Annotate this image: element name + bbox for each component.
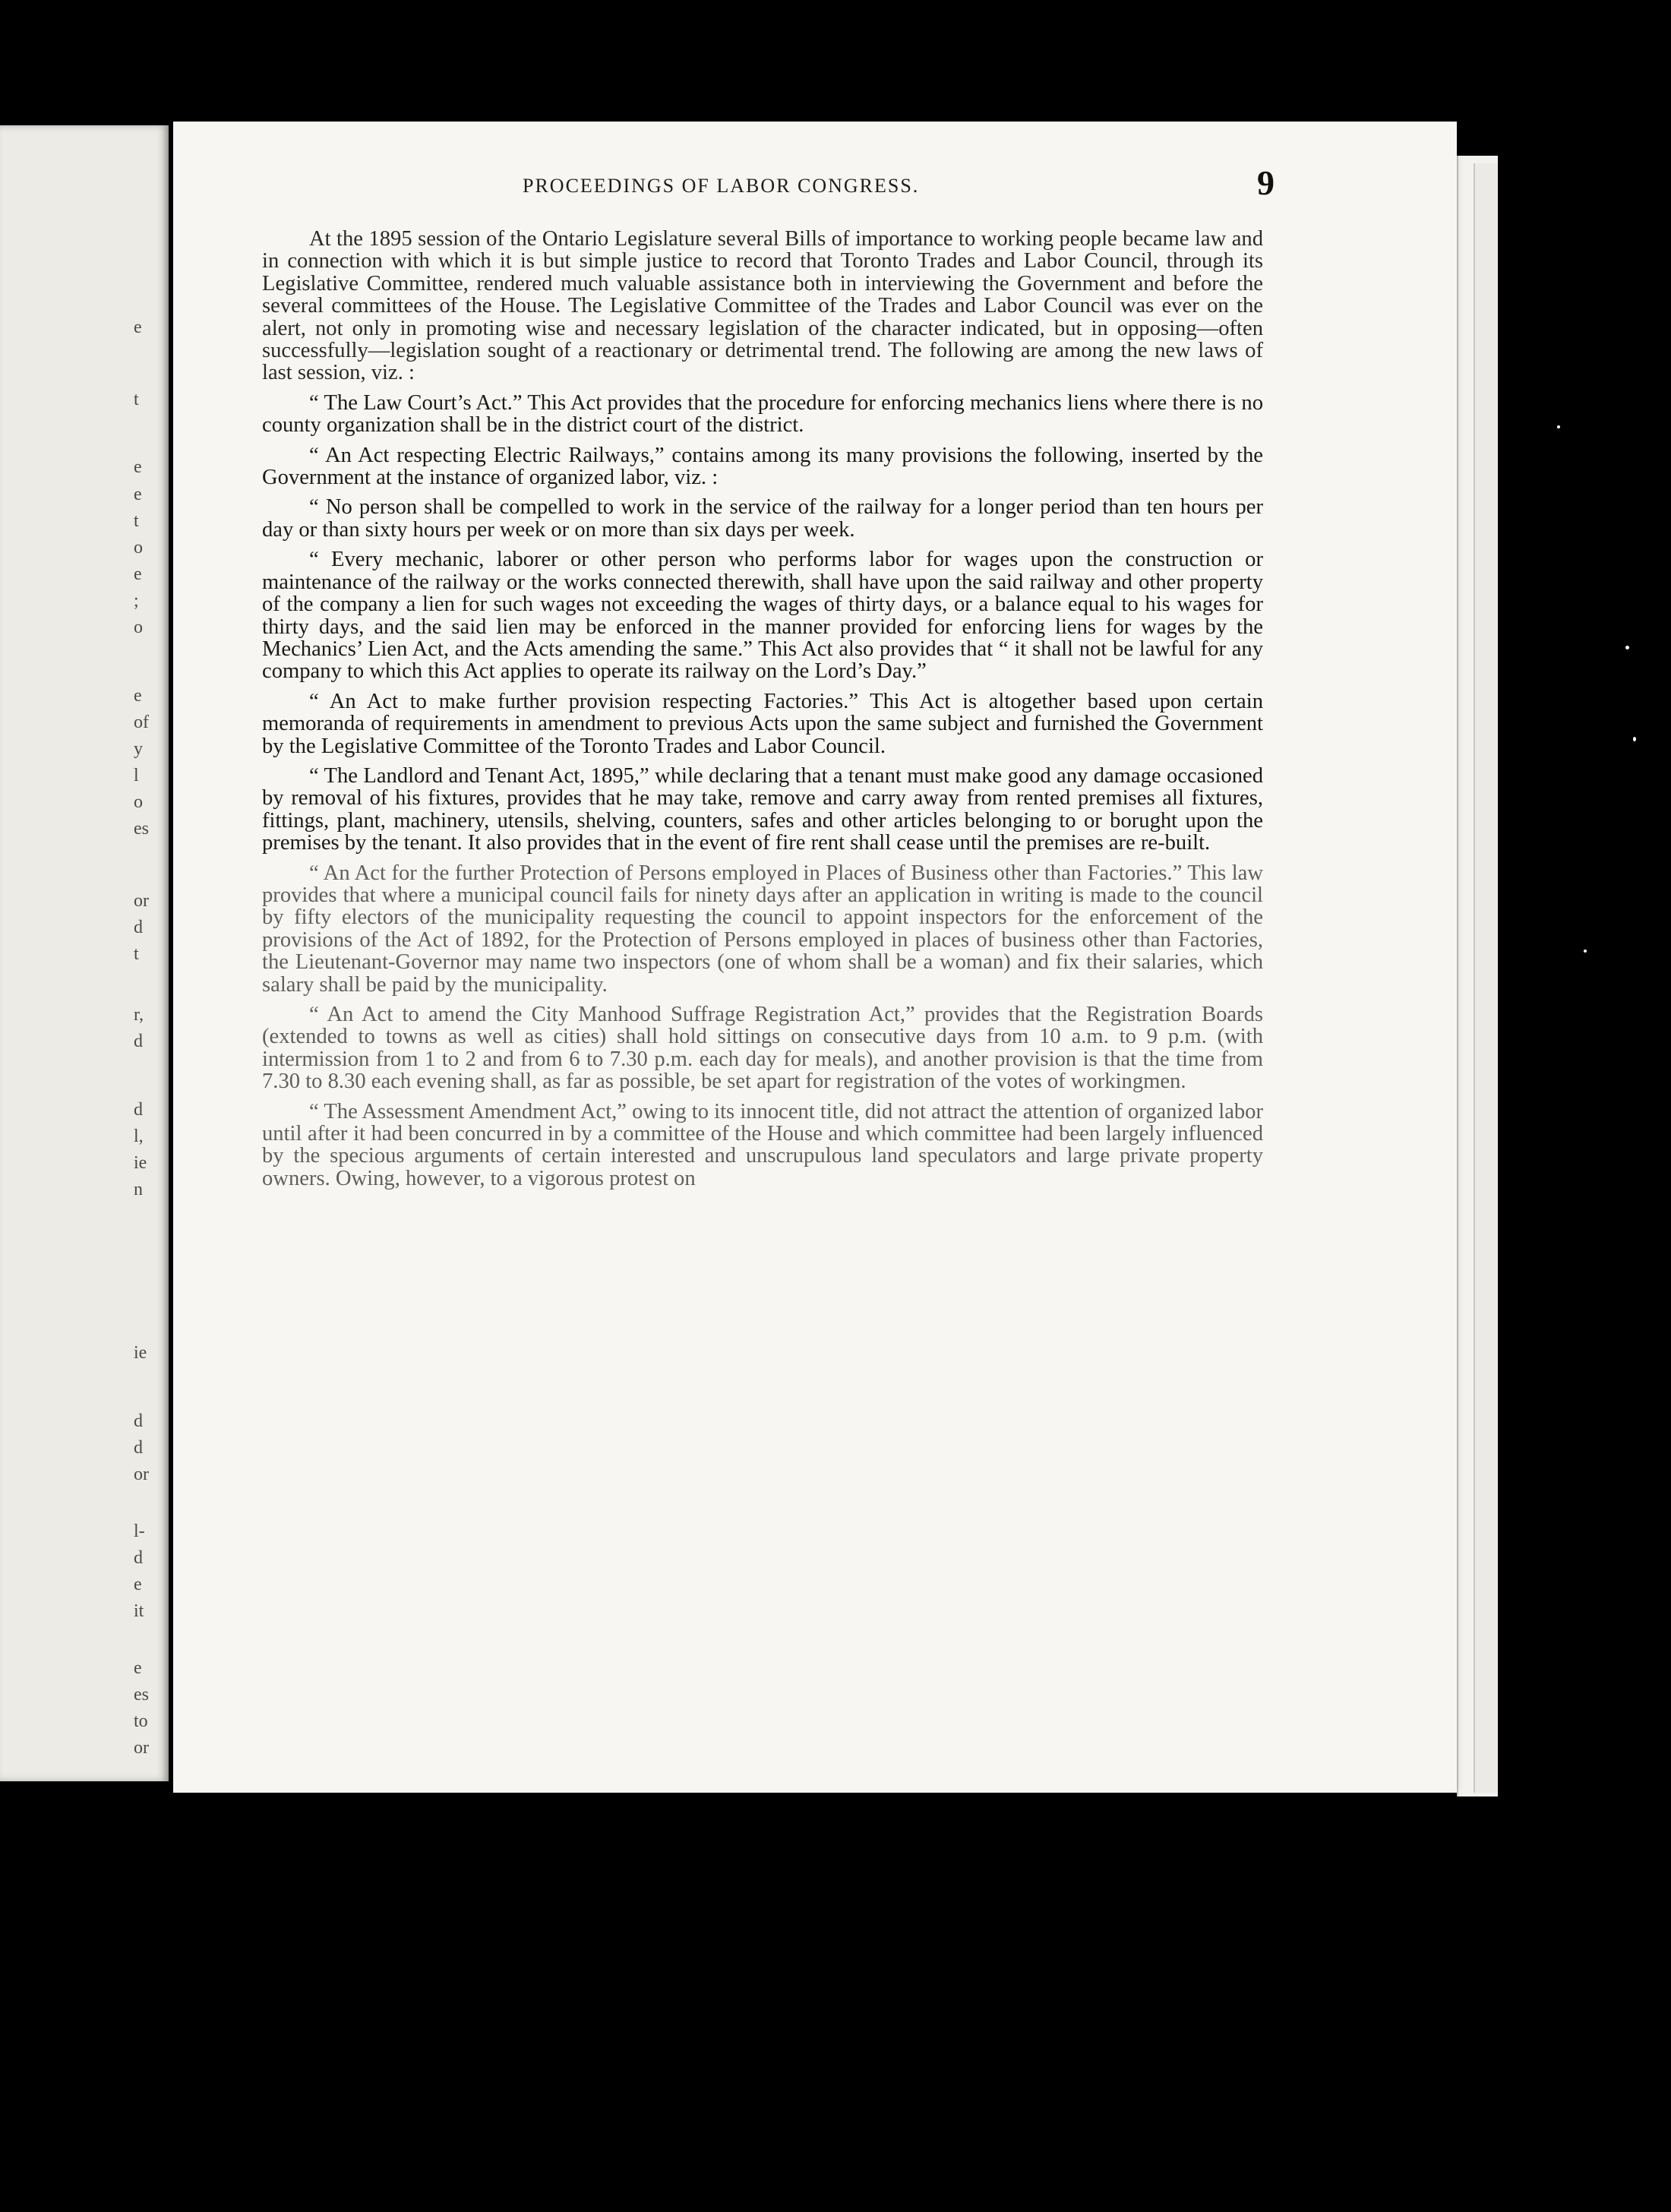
left-page-fragment: ie [134, 1343, 147, 1363]
left-page-fragment: or [134, 1465, 149, 1484]
left-page-fragment: e [134, 1658, 142, 1678]
left-page-fragment: e [134, 564, 142, 584]
left-page-fragment: d [134, 1100, 143, 1120]
paragraph-assessment-amendment: “ The Assessment Amendment Act,” owing to its innocent title, did not attract the attention of organized labor until after it had been concurred in by a committee of the House and which committee had been largely influenced by the specious arguments of certain interested and unscrupulous land speculators and large private property owners. Owing, however, to a vigorous protest on [262, 1099, 1264, 1190]
left-page-fragment: d [134, 1411, 143, 1431]
paragraph-law-courts-act: “ The Law Court’s Act.” This Act provides that the procedure for enforcing mechanics liens where there is no county organization shall be in the district court of the district. [262, 390, 1263, 438]
left-page-fragment: l- [134, 1522, 145, 1541]
left-page-fragment: t [134, 944, 139, 964]
paragraph-factories-act: “ An Act to make further provision respecting Factories.” This Act is altogether based upon certain memoranda of requirements in amendment to previous Acts upon the same subject and furnished the Government by the Legislative Committee of the Toronto Trades and Labor Council. [262, 689, 1263, 758]
left-page-fragment: ; [134, 591, 139, 611]
left-facing-page [0, 125, 169, 1781]
left-page-fragment: n [134, 1180, 143, 1199]
dust-speck [1557, 425, 1560, 428]
left-page-fragment: e [134, 686, 142, 706]
paragraph-mechanics-lien: “ Every mechanic, laborer or other person who performs labor for wages upon the construction or maintenance of the railway or the works connected therewith, shall have upon the said railway and other property of the company a lien for such wages not exceeding the wages of thirty days, or a balance equal to his wages for thirty days, and the said lien may be enforced in the manner provided for enforcing liens for wages by the Mechanics’ Lien Act, and the Acts amending the same.” This Act also provides that “ it shall not be lawful for any company to which this Act applies to operate its railway on the Lord’s Day.” [262, 548, 1263, 684]
page-header [355, 163, 1312, 214]
page-edge [1474, 163, 1498, 1793]
page-body [262, 228, 1263, 1197]
left-page-fragment: l, [134, 1127, 144, 1146]
left-page-fragment: es [134, 819, 149, 839]
left-page-fragment: d [134, 918, 143, 937]
left-page-fragment: o [134, 538, 143, 558]
paragraph-working-hours: “ No person shall be compelled to work in the service of the railway for a longer period than ten hours per day or than sixty hours per week or on more than six days per week. [262, 495, 1263, 542]
left-page-fragment: d [134, 1032, 143, 1051]
left-page-fragment: e [134, 485, 142, 504]
left-page-fragment: to [134, 1711, 148, 1731]
left-page-fragment: t [134, 511, 139, 531]
dust-speck [1633, 737, 1636, 741]
left-page-fragment: it [134, 1601, 144, 1621]
left-page-fragment: ie [134, 1153, 147, 1173]
left-page-fragment: o [134, 618, 143, 637]
dust-speck [1625, 646, 1629, 649]
left-page-fragment: or [134, 891, 149, 911]
left-page-fragment: or [134, 1738, 149, 1758]
page-number: 9 [1257, 163, 1275, 202]
left-page-fragment: e [134, 1575, 142, 1594]
left-page-fragment: y [134, 739, 143, 759]
left-page-fragment: t [134, 390, 139, 409]
left-page-fragment: r, [134, 1005, 144, 1025]
left-page-fragment: d [134, 1548, 143, 1568]
left-page-fragment: e [134, 318, 142, 337]
left-page-fragment: o [134, 792, 143, 812]
left-page-fragment: e [134, 457, 142, 477]
paragraph-places-of-business: “ An Act for the further Protection of Persons employed in Places of Business other than Factories.” This law provides that where a municipal council fails for ninety days after an application in writing is made to the council by fifty electors of the municipality requesting the council to appoint inspectors for the enforcement of the provisions of the Act of 1892, for the Protection of Persons employed in places of business other than Factories, the Lieutenant-Governor may name two inspectors (one of whom shall be a woman) and fix their salaries, which salary shall be paid by the municipality. [262, 861, 1263, 997]
paragraph-manhood-suffrage: “ An Act to amend the City Manhood Suffrage Registration Act,” provides that the Registration Boards (extended to towns as well as cities) shall hold sittings on consecutive days from 10 a.m. to 9 p.m. (with intermission from 1 to 2 and from 6 to 7.30 p.m. each day for meals), and another provision is that the time from 7.30 to 8.30 each evening shall, as far as possible, be set apart for registration of the votes of workingmen. [262, 1003, 1263, 1094]
paragraph-landlord-tenant: “ The Landlord and Tenant Act, 1895,” while declaring that a tenant must make good any damage occasioned by removal of his fixtures, provides that he may take, remove and carry away from rented premises all fixtures, fittings, plant, machinery, utensils, shelving, counters, safes and other articles belonging to or borught upon the premises by the tenant. It also provides that in the event of fire rent shall cease until the premises are re-built. [262, 763, 1263, 855]
left-page-fragment: l [134, 766, 139, 785]
paragraph-intro: At the 1895 session of the Ontario Legislature several Bills of importance to working people became law and in connection with which it is but simple justice to record that Toronto Trades and Labor Council, through its Legislative Committee, rendered much valuable assistance both in interviewing the Government and before the several committees of the House. The Legislative Committee of the Trades and Labor Council was ever on the alert, not only in promoting wise and necessary legislation of the character indicated, but in opposing—often successfully—legislation sought of a reactionary or detrimental trend. The following are among the new laws of last session, viz. : [262, 227, 1263, 385]
running-head: PROCEEDINGS OF LABOR CONGRESS. [523, 175, 920, 197]
left-page-fragment: of [134, 713, 149, 732]
left-page-fragment: es [134, 1685, 149, 1705]
dust-speck [1584, 950, 1587, 953]
left-page-fragment: d [134, 1438, 143, 1458]
paragraph-electric-railways: “ An Act respecting Electric Railways,” contains among its many provisions the following, inserted by the Government at the instance of organized labor, viz. : [262, 443, 1263, 490]
